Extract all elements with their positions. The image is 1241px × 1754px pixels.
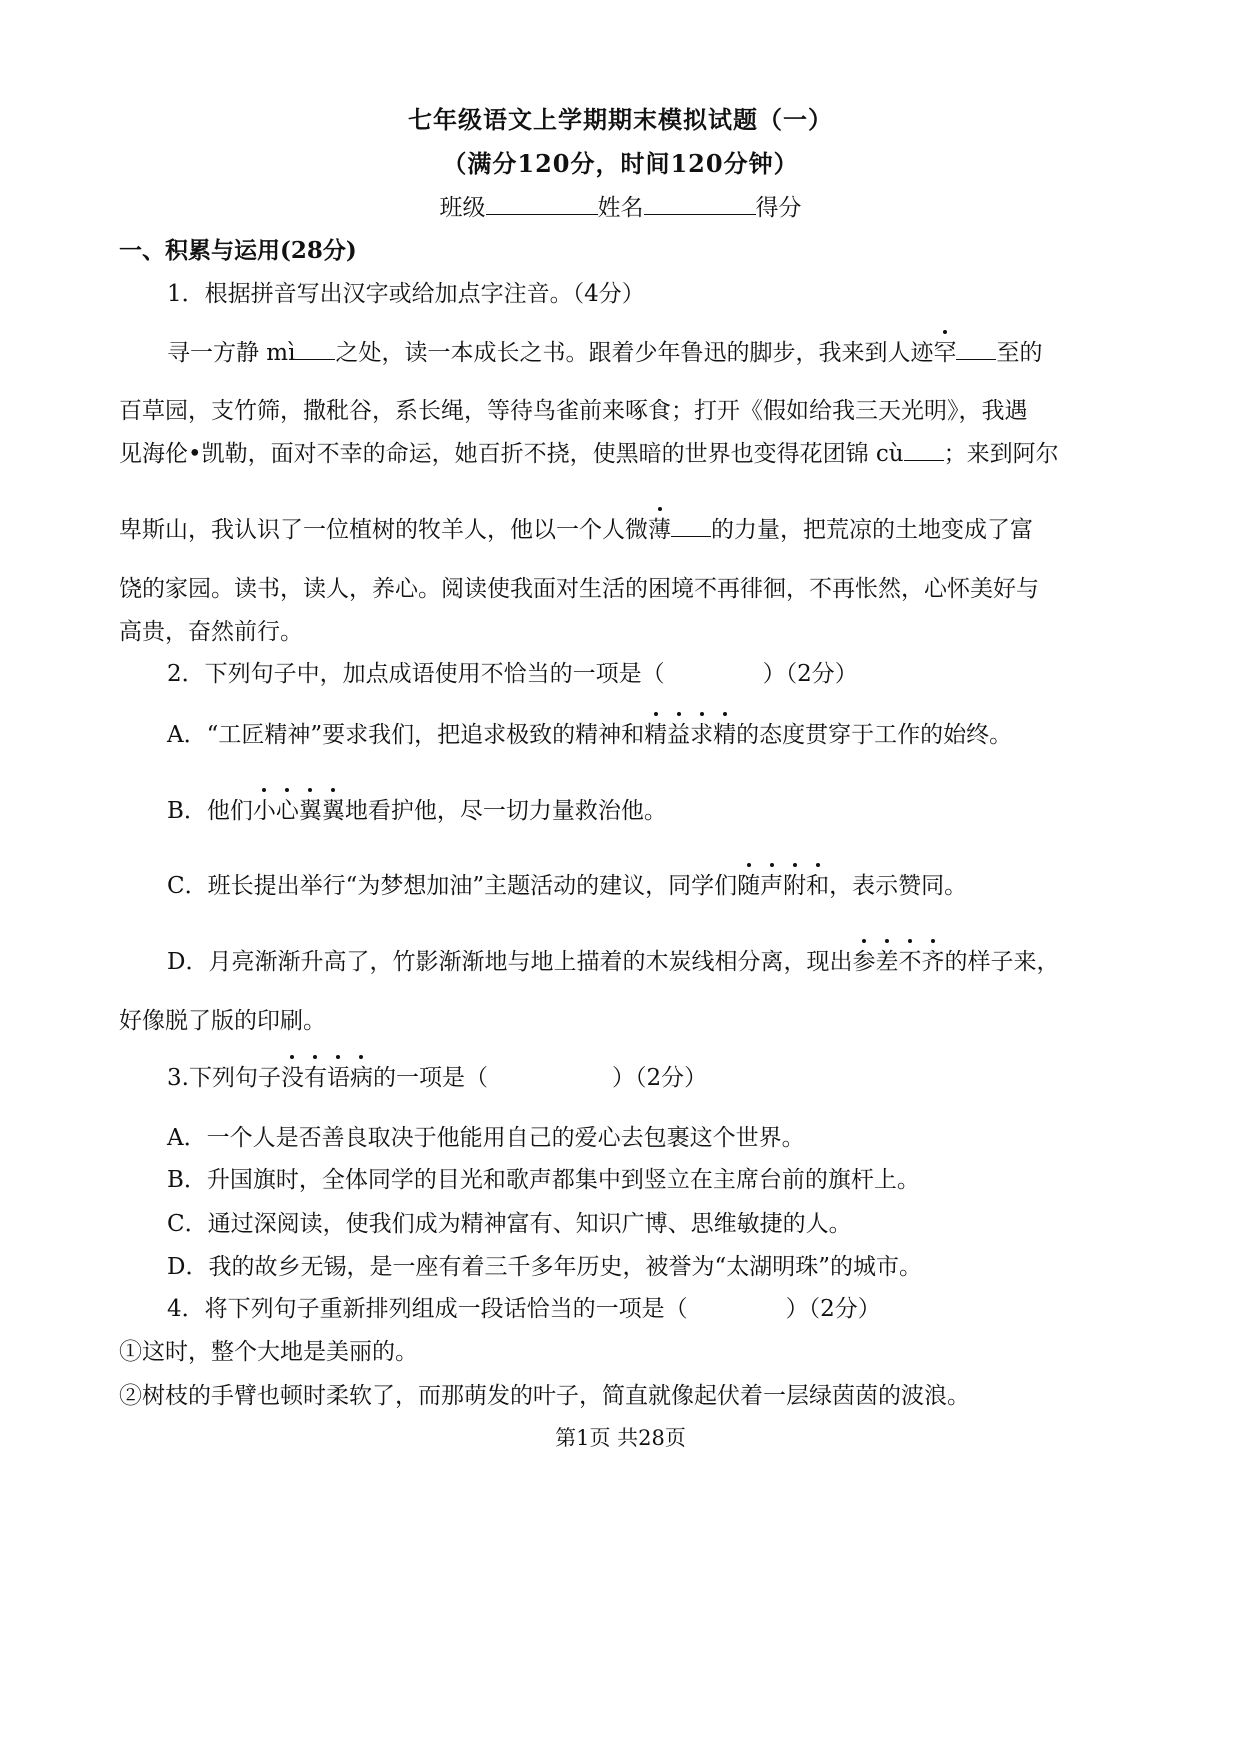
q1-text: 见海伦•凯勒，面对不幸的命运，她百折不挠，使黑暗的世界也变得花团锦 cù	[119, 441, 904, 467]
dotted-char: 益	[667, 719, 690, 751]
q1-text: 卑斯山，我认识了一位植树的牧羊人，他以一个人微	[119, 517, 648, 543]
q3-stem-text: 的一项是（	[372, 1065, 488, 1091]
dotted-char: 语	[327, 1062, 350, 1094]
q1-answer-blank[interactable]	[295, 341, 335, 360]
option-text: 的态度贯穿于工作的始终。	[736, 722, 1013, 748]
q1-passage-line	[119, 514, 1129, 546]
q1-answer-blank[interactable]	[671, 518, 711, 537]
q3-option-a: A．一个人是否善良取决于他能用自己的爱心去包裹这个世界。	[167, 1125, 805, 1151]
q4-sentence-1: ①这时，整个大地是美丽的。	[119, 1339, 418, 1365]
dotted-char: 不	[898, 946, 921, 978]
section-heading: 一、积累与运用(28分)	[119, 237, 357, 264]
dotted-char: 病	[350, 1062, 373, 1094]
q1-passage-line: 高贵，奋然前行。	[119, 619, 303, 645]
dotted-char: 差	[875, 946, 898, 978]
dotted-char: 精	[713, 719, 736, 751]
q1-text: ；来到阿尔	[943, 441, 1059, 467]
dotted-char: 心	[276, 795, 299, 827]
exam-title: 七年级语文上学期期末模拟试题（一）	[408, 105, 833, 134]
q1-answer-blank[interactable]	[956, 341, 996, 360]
exam-subtitle: （满分120分，时间120分钟）	[442, 149, 799, 178]
q1-text: 之处，读一本成长之书。跟着少年鲁迅的脚步，我来到人迹	[335, 340, 934, 366]
q2-option-c	[167, 870, 1129, 902]
q4-stem	[167, 1293, 1129, 1325]
dotted-char: 和	[806, 870, 829, 902]
q3-stem-text: ）（2分）	[611, 1065, 708, 1091]
option-text: D．月亮渐渐升高了，竹影渐渐地与地上描着的木炭线相分离，现出	[167, 949, 853, 975]
q1-text: 至的	[996, 340, 1043, 366]
q4-sentence-2: ②树枝的手臂也顿时柔软了，而那萌发的叶子，简直就像起伏着一层绿茵茵的波浪。	[119, 1383, 970, 1409]
dotted-char: 声	[760, 870, 783, 902]
q3-option-b: B．升国旗时，全体同学的目光和歌声都集中到竖立在主席台前的旗杆上。	[167, 1167, 920, 1193]
score-label: 得分	[755, 195, 802, 221]
q1-passage-line: 饶的家园。读书，读人，养心。阅读使我面对生活的困境不再徘徊，不再怅然，心怀美好与	[119, 576, 1039, 602]
option-text: A．“工匠精神”要求我们，把追求极致的精神和	[167, 722, 645, 748]
dotted-char: 求	[690, 719, 713, 751]
q2-option-a	[167, 719, 1129, 751]
student-info-line	[0, 192, 1241, 224]
q1-passage-line	[167, 337, 1129, 369]
dotted-char: 薄	[648, 514, 671, 546]
dotted-char: 罕	[933, 337, 956, 369]
page-number: 第1页 共28页	[555, 1426, 686, 1450]
q1-text: 寻一方静 mì	[167, 340, 296, 366]
q4-stem-text: 4．将下列句子重新排列组成一段话恰当的一项是（	[167, 1296, 688, 1322]
dotted-char: 没	[281, 1062, 304, 1094]
q2-option-d-continued: 好像脱了版的印刷。	[119, 1008, 326, 1034]
dotted-char: 随	[737, 870, 760, 902]
q4-stem-text: ）（2分）	[785, 1296, 881, 1322]
q1-passage-line: 百草园，支竹筛，撒秕谷，系长绳，等待鸟雀前来啄食；打开《假如给我三天光明》，我遇	[119, 398, 1028, 424]
q3-option-c: C．通过深阅读，使我们成为精神富有、知识广博、思维敏捷的人。	[167, 1211, 852, 1237]
name-label: 姓名	[597, 195, 644, 221]
q1-text: 的力量，把荒凉的土地变成了富	[711, 517, 1033, 543]
dotted-char: 齐	[921, 946, 944, 978]
q2-stem-text: ）（2分）	[762, 661, 858, 687]
option-text: ，表示赞同。	[829, 873, 968, 899]
name-blank[interactable]	[644, 196, 756, 215]
q2-stem-text: 2．下列句子中，加点成语使用不恰当的一项是（	[167, 661, 665, 687]
dotted-char: 参	[852, 946, 875, 978]
option-text: C．班长提出举行“为梦想加油”主题活动的建议，同学们	[167, 873, 738, 899]
dotted-char: 翼	[322, 795, 345, 827]
q3-option-d: D．我的故乡无锡，是一座有着三千多年历史，被誉为“太湖明珠”的城市。	[167, 1254, 922, 1280]
option-text: 地看护他，尽一切力量救治他。	[344, 798, 667, 824]
q3-stem	[167, 1062, 1129, 1094]
q1-passage-line	[119, 438, 1129, 470]
class-label: 班级	[439, 195, 486, 221]
dotted-char: 精	[644, 719, 667, 751]
dotted-char: 翼	[299, 795, 322, 827]
option-text: B．他们	[167, 798, 253, 824]
q2-option-d	[167, 946, 1129, 978]
class-blank[interactable]	[486, 196, 598, 215]
q3-stem-text: 3.下列句子	[167, 1065, 281, 1091]
q2-option-b	[167, 795, 1129, 827]
option-text: 的样子来，	[944, 949, 1060, 975]
q1-stem: 1．根据拼音写出汉字或给加点字注音。（4分）	[167, 281, 645, 307]
q1-answer-blank[interactable]	[904, 442, 944, 461]
dotted-char: 有	[304, 1062, 327, 1094]
dotted-char: 附	[783, 870, 806, 902]
q2-stem	[167, 658, 1129, 690]
dotted-char: 小	[253, 795, 276, 827]
